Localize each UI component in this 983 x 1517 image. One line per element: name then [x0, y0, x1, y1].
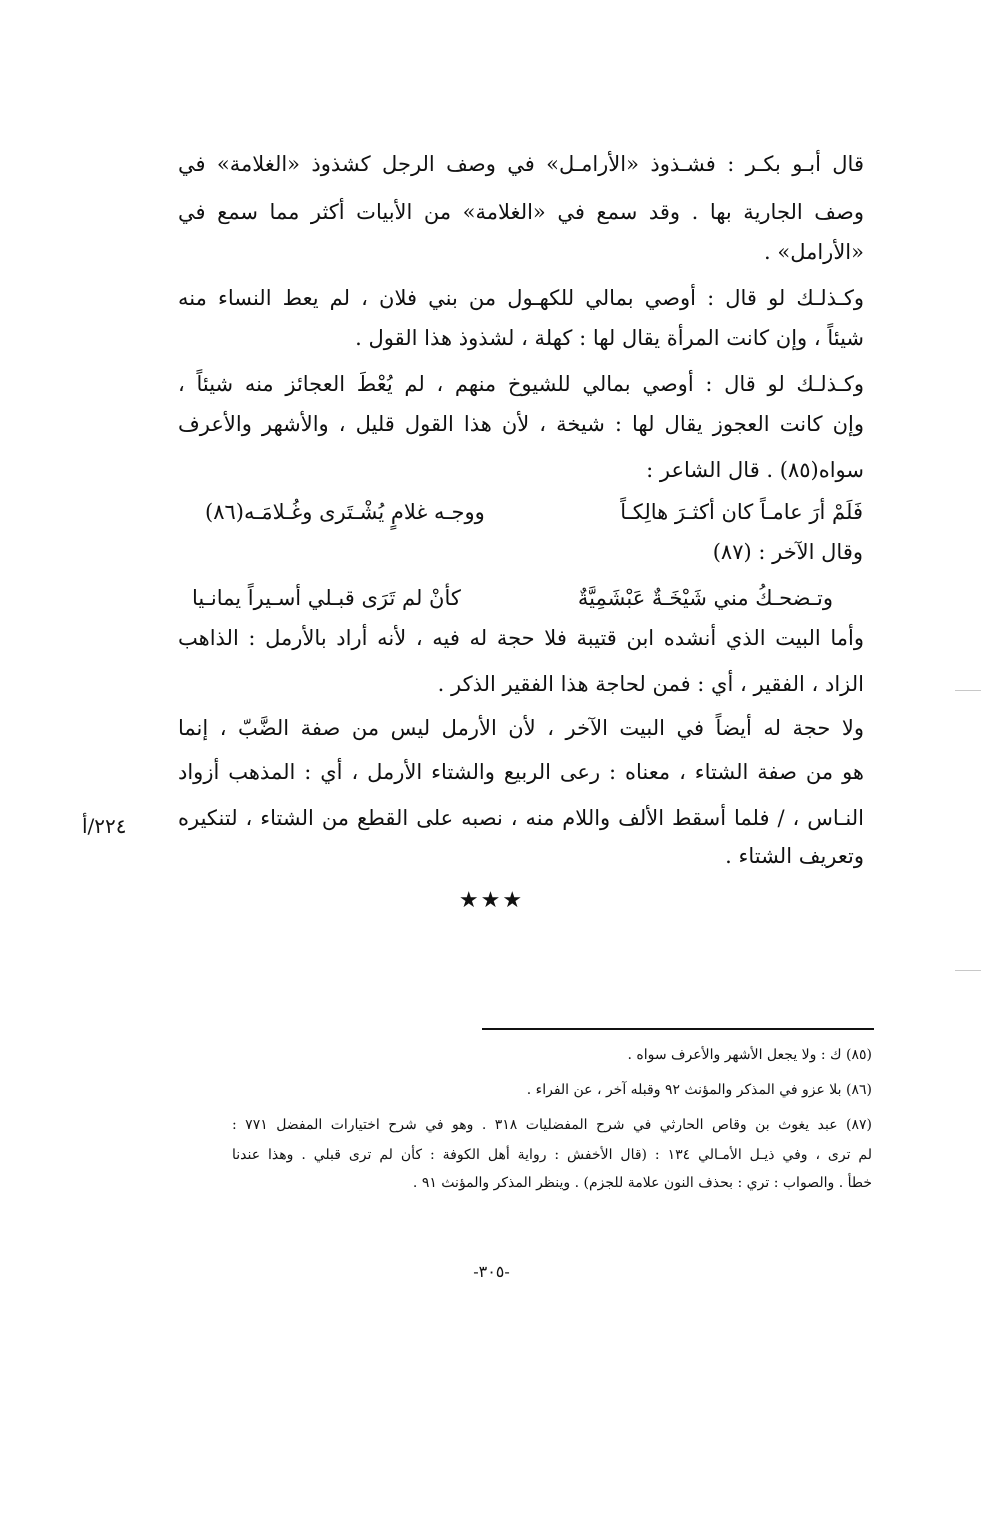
section-separator: ★★★	[458, 888, 525, 913]
text-line: ولا حجة له أيضاً في البيت الآخر ، لأن الأرمل ليس من صفة الضَّبّ ، إنما	[178, 716, 864, 740]
text-line: وإن كانت العجوز يقال لها : شيخة ، لأن هذا القول قليل ، والأشهر والأعرف	[178, 412, 864, 436]
text-line: هو من صفة الشتاء ، معناه : رعى الربيع والشتاء الأرمل ، أي : المذهب أزواد	[178, 760, 864, 784]
page-number: -٣٠٥-	[473, 1262, 510, 1281]
text-line: وكـذلـك لو قال : أوصي بمالي للشيوخ منهم ، لم يُعْطَ العجائز منه شيئاً ،	[178, 372, 864, 396]
verse-second-hemistich: كأنْ لم تَرَى قبـلي أسـيراً يمانـيا	[192, 586, 461, 610]
text-line: شيئاً ، وإن كانت المرأة يقال لها : كهلة ، لشذوذ هذا القول .	[355, 326, 864, 350]
text-line: وكـذلـك لو قال : أوصي بمالي للكهـول من بني فلان ، لم يعط النساء منه	[178, 286, 864, 310]
text-line: «الأرامل» .	[764, 240, 864, 264]
text-line: سواه(٨٥) . قال الشاعر :	[646, 458, 864, 482]
text-line: وأما البيت الذي أنشده ابن قتيبة فلا حجة له فيه ، لأنه أراد بالأرمل : الذاهب	[178, 626, 864, 650]
footnote: لم ترى ، وفي ذيـل الأمـالي ١٣٤ : (قال الأخفش : رواية أهل الكوفة : كأن لم ترى قبلي . وهذا عندنا	[232, 1147, 872, 1163]
text-line: النـاس ، / فلما أسقط الألف واللام منه ، نصبه على القطع من الشتاء ، لتنكيره	[178, 806, 864, 830]
other-poet-label: وقال الآخر : (٨٧)	[712, 540, 863, 564]
text-line: وتعريف الشتاء .	[725, 844, 864, 868]
verse-first-hemistich: فَلَمْ أرَ عامـاً كان أكثـرَ هالِكـاً	[620, 500, 863, 524]
footnote: (٨٦) بلا عزو في المذكر والمؤنث ٩٢ وقبله آخر ، عن الفراء .	[526, 1082, 872, 1098]
text-line: الزاد ، الفقير ، أي : فمن لحاجة هذا الفقير الذكر .	[437, 672, 864, 696]
footnote: خطأ . والصواب : تري : بحذف النون علامة للجزم) . وينظر المذكر والمؤنث ٩١ .	[412, 1175, 872, 1191]
text-line: قال أبـو بكـر : فشـذوذ «الأرامـل» في وصف الرجل كشذوذ «الغلامة» في	[178, 152, 864, 176]
verse-second-hemistich: ووجـه غلامٍ يُشْـتَرى وغُـلامَـه(٨٦)	[205, 500, 485, 524]
scan-edge-mark	[955, 970, 981, 971]
footnote: (٨٧) عبد يغوث بن وقاص الحارثي في شرح المفضليات ٣١٨ . وهو في شرح اختيارات المفضل ٧٧١ :	[232, 1117, 872, 1133]
text-line: وصف الجارية بها . وقد سمع في «الغلامة» من الأبيات أكثر مما سمع في	[178, 200, 864, 224]
verse-first-hemistich: وتـضحـكُ مني شَيْخَـةٌ عَبْشَمِيَّةٌ	[577, 586, 833, 610]
scan-edge-mark	[955, 690, 981, 691]
manuscript-folio-ref: ٢٢٤/أ	[82, 814, 127, 838]
footnote-rule	[482, 1028, 874, 1030]
footnote: (٨٥) ك : ولا يجعل الأشهر والأعرف سواه .	[627, 1047, 872, 1063]
